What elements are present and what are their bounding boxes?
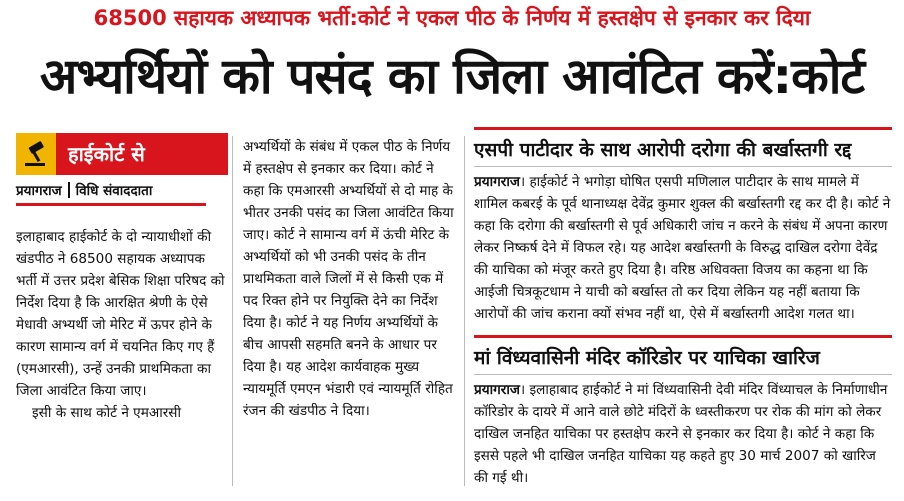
- story3-text: । इलाहाबाद हाईकोर्ट ने मां विंध्यवासिनी देवी मंदिर विंध्याचल के निर्माणाधीन कॉरिडोर के दायरे में आने वाले छोटे मंदिरों के ध्वस्तीकरण पर रोक की मांग को लेकर दाखिल जनहित याचिका पर हस्तक्षेप करने से इनकार कर दिया है। कोर्ट ने कहा कि इससे पहले भी दाखिल जनहित याचिका यह कहते हुए 30 मार्च 2007 को खारिज की गई थी।: [474, 382, 888, 486]
- section-badge: [16, 133, 228, 175]
- section-badge-block: [16, 133, 228, 206]
- dateline-separator: [68, 182, 70, 198]
- dateline: [16, 181, 206, 206]
- dateline-place: प्रयागराज: [16, 183, 62, 199]
- story3-body: [474, 379, 892, 489]
- main-story-column-2: अभ्यर्थियों के संबंध में एकल पीठ के निर्णय में हस्तक्षेप से इनकार कर दिया। कोर्ट ने कहा कि एमआरसी अभ्यर्थियों से दो माह के भीतर उनकी पसंद का जिला आवंटित किया जाए। कोर्ट ने सामान्य वर्ग में ऊंची मेरिट के अभ्यर्थियों को भी उनकी पसंद के तीन प्राथमिकता वाले जिलों में से किसी एक में पद रिक्त होने पर नियुक्ति देने का निर्देश दिया है। कोर्ट ने यह निर्णय अभ्यर्थियों के बीच आपसी सहमति बनने के आधार पर दिया है। यह आदेश कार्यवाहक मुख्य न्यायमूर्ति एमएन भंडारी एवं न्यायमूर्ति रोहित रंजन की खंडपीठ ने दिया।: [243, 139, 454, 419]
- story3-top-rule: [474, 335, 892, 338]
- dateline-reporter: विधि संवाददाता: [75, 183, 153, 199]
- story2-place: प्रयागराज: [474, 174, 520, 190]
- story2-body: [474, 171, 892, 325]
- story2-top-rule: [474, 127, 892, 130]
- story2: [474, 134, 892, 325]
- badge-label: हाईकोर्ट से: [56, 133, 228, 175]
- column-divider: [464, 136, 465, 486]
- story3-place: प्रयागराज: [474, 382, 520, 398]
- story3-headline: मां विंध्यवासिनी मंदिर कॉरिडोर पर याचिका खारिज: [474, 342, 892, 375]
- column-divider: [232, 136, 233, 486]
- story2-headline: एसपी पाटीदार के साथ आरोपी दरोगा की बर्खास्तगी रद्द: [474, 134, 892, 167]
- main-headline: अभ्यर्थियों को पसंद का जिला आवंटित करें:कोर्ट: [39, 48, 865, 105]
- main-story-paragraph-2: इसी के साथ कोर्ट ने एमआरसी: [32, 405, 181, 421]
- story2-text: । हाईकोर्ट ने भगोड़ा घोषित एसपी मणिलाल पाटीदार के साथ मामले में शामिल कबरई के पूर्व थानाध्यक्ष देवेंद्र कुमार शुक्ल की बर्खास्तगी रद्द कर दी है। कोर्ट ने कहा कि दरोगा की बर्खास्तगी से पूर्व अधिकारी जांच न करने के संबंध में अपना कारण लेकर निष्कर्ष देने में विफल रहे। यह आदेश बर्खास्तगी के विरुद्ध दाखिल दरोगा देवेंद्र की याचिका को मंजूर करते हुए दिया है। वरिष्ठ अधिवक्ता विजय का कहना था कि आईजी चित्रकूटधाम ने याची को बर्खास्त तो कर दिया लेकिन यह नहीं बताया कि आरोपों की जांच कराना क्यों संभव नहीं था, ऐसे में बर्खास्तगी आदेश गलत था।: [474, 174, 891, 322]
- main-story-column-1: [16, 226, 228, 424]
- kicker-headline: 68500 सहायक अध्यापक भर्ती:कोर्ट ने एकल पीठ के निर्णय में हस्तक्षेप से इनकार कर दिया: [93, 6, 811, 30]
- main-story-paragraph-1: इलाहाबाद हाईकोर्ट के दो न्यायाधीशों की खंडपीठ ने 68500 सहायक अध्यापक भर्ती में उत्तर प्रदेश बेसिक शिक्षा परिषद को निर्देश दिया है कि आरक्षित श्रेणी के ऐसे मेधावी अभ्यर्थी जो मेरिट में ऊपर होने के कारण सामान्य वर्ग में चयनित किए गए हैं (एमआरसी), उन्हें उनकी प्राथमिकता का जिला आवंटित किया जाए।: [16, 229, 225, 399]
- story3: [474, 342, 892, 489]
- gavel-icon: [16, 133, 56, 175]
